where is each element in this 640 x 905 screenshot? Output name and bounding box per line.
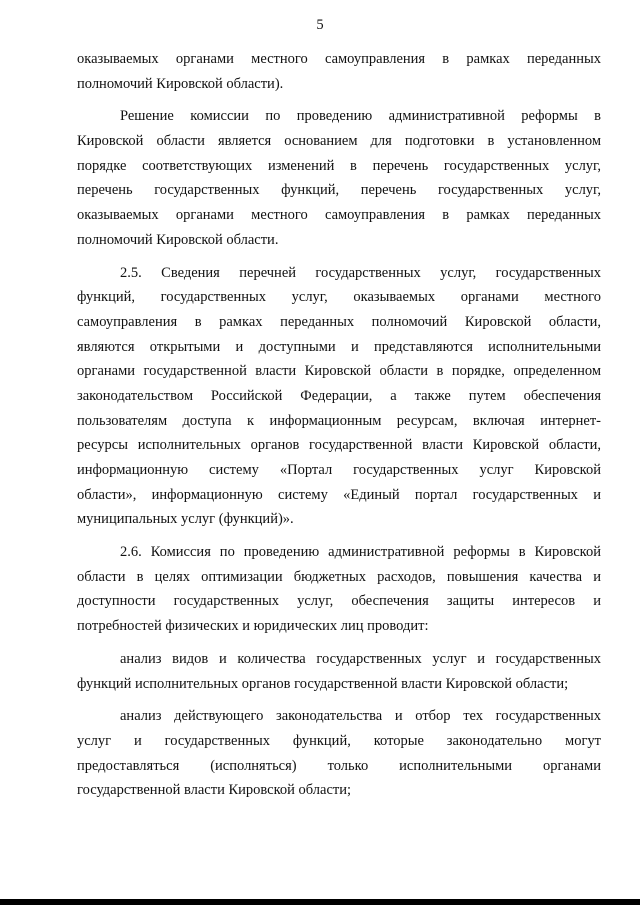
text-line: перечень государственных функций, перечень государственных услуг, bbox=[77, 182, 601, 199]
text-line: законодательством Российской Федерации, а также путем обеспечения bbox=[77, 387, 601, 404]
text-line: ресурсы исполнительных органов государственной власти Кировской области, bbox=[77, 437, 601, 454]
document-body bbox=[77, 47, 601, 803]
text-line: 2.6. Комиссия по проведению административной реформы в Кировской bbox=[120, 544, 601, 561]
text-line: области в целях оптимизации бюджетных расходов, повышения качества и bbox=[77, 568, 601, 585]
text-line: самоуправления в рамках переданных полномочий Кировской области, bbox=[77, 313, 601, 330]
text-line: полномочий Кировской области). bbox=[77, 75, 284, 92]
text-line: пользователям доступа к информационным ресурсам, включая интернет- bbox=[77, 412, 601, 429]
text-line: Решение комиссии по проведению административной реформы в bbox=[120, 108, 601, 125]
paragraph-analysis-legislation bbox=[77, 704, 601, 803]
text-line: порядке соответствующих изменений в перечень государственных услуг, bbox=[77, 157, 601, 174]
paragraph-continuation bbox=[77, 47, 601, 96]
text-line: органами государственной власти Кировской области в порядке, определенном bbox=[77, 363, 601, 380]
text-line: анализ видов и количества государственных услуг и государственных bbox=[120, 650, 601, 667]
text-line: 2.5. Сведения перечней государственных услуг, государственных bbox=[120, 264, 601, 281]
text-line: доступности государственных услуг, обеспечения защиты интересов и bbox=[77, 593, 601, 610]
paragraph-analysis-services bbox=[77, 647, 601, 696]
text-line: функций исполнительных органов государственной власти Кировской области; bbox=[77, 675, 569, 692]
paragraph-commission-decision bbox=[77, 104, 601, 252]
text-line: Кировской области является основанием для подготовки в установленном bbox=[77, 133, 601, 150]
text-line: области», информационную систему «Единый портал государственных и bbox=[77, 486, 601, 503]
text-line: полномочий Кировской области. bbox=[77, 231, 279, 248]
text-line: оказываемых органами местного самоуправления в рамках переданных bbox=[77, 51, 601, 67]
text-line: предоставляться (исполняться) только исполнительными органами bbox=[77, 757, 601, 774]
scan-edge-line bbox=[0, 899, 640, 905]
text-line: услуг и государственных функций, которые законодательно могут bbox=[77, 732, 601, 749]
text-line: являются открытыми и доступными и представляются исполнительными bbox=[77, 338, 601, 355]
text-line: муниципальных услуг (функций)». bbox=[77, 511, 294, 528]
text-line: информационную систему «Портал государственных услуг Кировской bbox=[77, 462, 601, 478]
paragraph-section-2-5 bbox=[77, 261, 601, 533]
text-line: государственной власти Кировской области; bbox=[77, 782, 352, 799]
text-line: потребностей физических и юридических лиц проводит: bbox=[77, 618, 429, 635]
paragraph-section-2-6 bbox=[77, 540, 601, 639]
text-line: функций, государственных услуг, оказываемых органами местного bbox=[77, 289, 601, 306]
text-line: анализ действующего законодательства и отбор тех государственных bbox=[120, 708, 601, 725]
text-line: оказываемых органами местного самоуправления в рамках переданных bbox=[77, 207, 601, 224]
page-number: 5 bbox=[316, 17, 324, 33]
